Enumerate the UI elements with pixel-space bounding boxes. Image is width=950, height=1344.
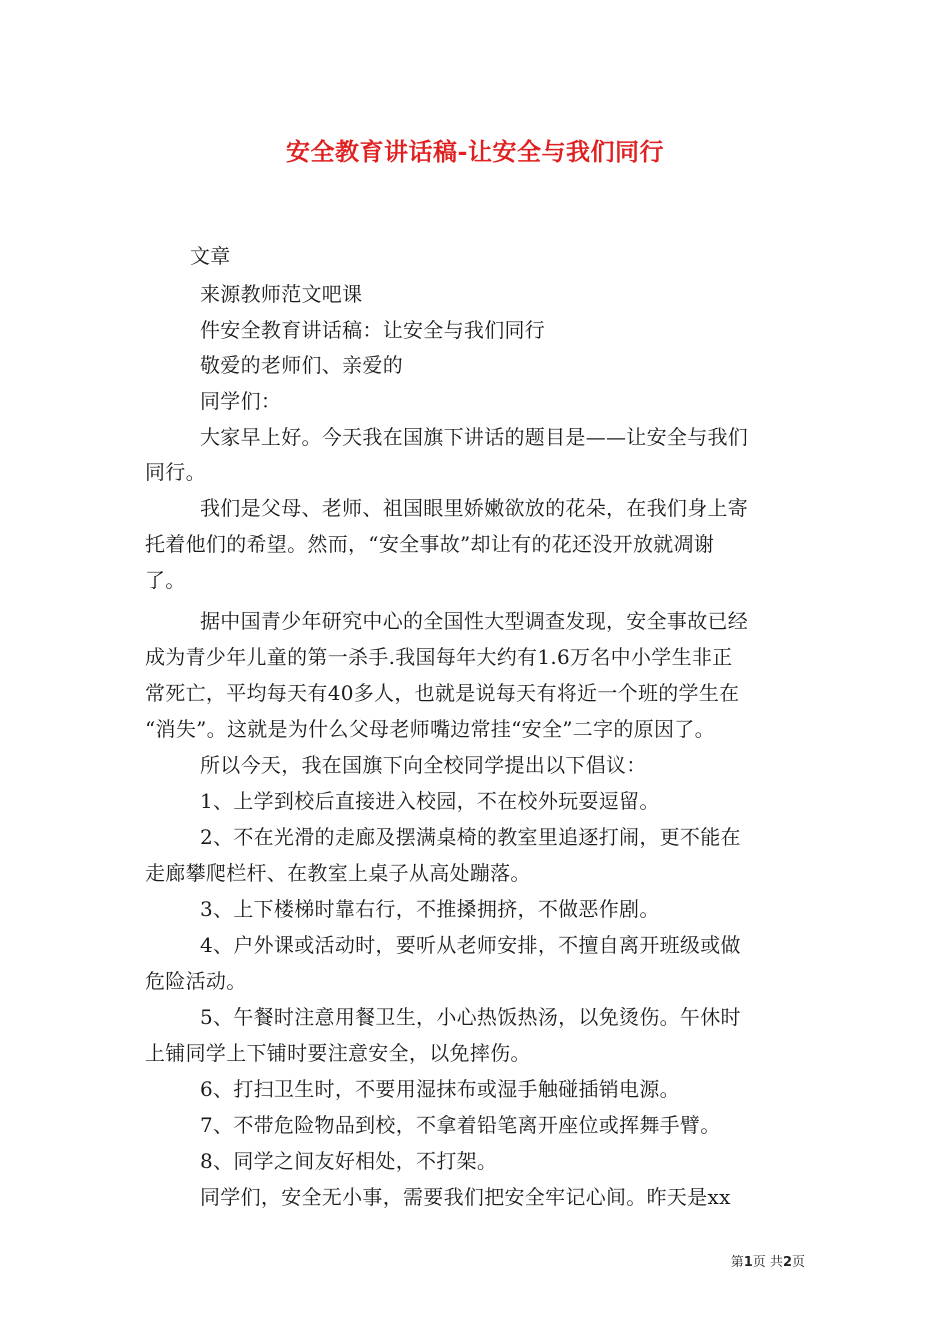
page-number-footer <box>731 1251 805 1270</box>
text-line: 件安全教育讲话稿：让安全与我们同行 <box>200 318 546 342</box>
text-line: 危险活动。 <box>145 969 247 993</box>
text-line: 成为青少年儿童的第一杀手.我国每年大约有1.6万名中小学生非正 <box>145 645 733 669</box>
text-line: 3、上下楼梯时靠右行，不推搡拥挤，不做恶作剧。 <box>200 897 660 921</box>
text-line: 据中国青少年研究中心的全国性大型调查发现，安全事故已经 <box>200 609 749 633</box>
footer-prefix: 第 <box>730 1255 744 1270</box>
text-line: 常死亡，平均每天有40多人，也就是说每天有将近一个班的学生在 <box>145 681 740 705</box>
text-line: 7、不带危险物品到校，不拿着铅笔离开座位或挥舞手臂。 <box>200 1113 721 1137</box>
text-line: 来源教师范文吧课 <box>200 282 363 306</box>
text-line: 1、上学到校后直接进入校园，不在校外玩耍逗留。 <box>200 789 660 813</box>
text-line: 同学们，安全无小事，需要我们把安全牢记心间。昨天是xx <box>200 1185 731 1209</box>
document-title: 安全教育讲话稿-让安全与我们同行 <box>286 137 664 166</box>
text-line: 托着他们的希望。然而，“安全事故”却让有的花还没开放就凋谢 <box>145 532 715 556</box>
footer-suffix: 页 <box>791 1255 805 1270</box>
text-line: 走廊攀爬栏杆、在教室上桌子从高处蹦落。 <box>145 861 531 885</box>
current-page-number: 1 <box>743 1255 753 1270</box>
text-line: 文章 <box>190 244 231 268</box>
footer-middle: 页 共 <box>752 1255 783 1270</box>
text-line: 敬爱的老师们、亲爱的 <box>200 353 403 377</box>
text-line: 4、户外课或活动时，要听从老师安排，不擅自离开班级或做 <box>200 933 741 957</box>
text-line: 了。 <box>145 568 186 592</box>
text-line: “消失”。这就是为什么父母老师嘴边常挂“安全”二字的原因了。 <box>145 717 715 741</box>
text-line: 5、午餐时注意用餐卫生，小心热饭热汤，以免烫伤。午休时 <box>200 1005 741 1029</box>
text-line: 我们是父母、老师、祖国眼里娇嫩欲放的花朵，在我们身上寄 <box>200 496 749 520</box>
text-line: 8、同学之间友好相处，不打架。 <box>200 1149 498 1173</box>
text-line: 同学们： <box>200 389 282 413</box>
text-line: 所以今天，我在国旗下向全校同学提出以下倡议： <box>200 753 647 777</box>
text-line: 同行。 <box>145 460 206 484</box>
text-line: 上铺同学上下铺时要注意安全，以免摔伤。 <box>145 1041 531 1065</box>
text-line: 大家早上好。今天我在国旗下讲话的题目是——让安全与我们 <box>200 425 749 449</box>
text-line: 6、打扫卫生时，不要用湿抹布或湿手触碰插销电源。 <box>200 1077 680 1101</box>
total-page-number: 2 <box>782 1255 792 1270</box>
text-line: 2、不在光滑的走廊及摆满桌椅的教室里追逐打闹，更不能在 <box>200 825 741 849</box>
